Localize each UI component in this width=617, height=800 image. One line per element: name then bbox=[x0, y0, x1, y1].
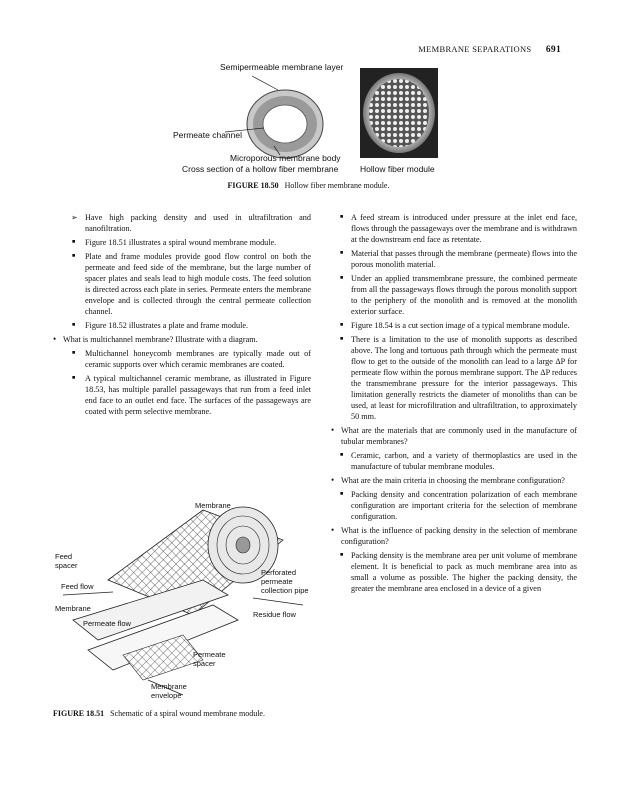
list-item: ■ A typical multichannel ceramic membrane, as illustrated in Figure 18.53, has multiple parallel passageways that run from a feed inlet end face to an outlet end face. The surfaces of the passageways are coated with perm selective membrane. bbox=[53, 373, 311, 417]
list-item: ■ Figure 18.51 illustrates a spiral wound membrane module. bbox=[53, 237, 311, 248]
list-item: ■ Packing density is the membrane area per unit volume of membrane element. It is beneficial to pack as much membrane area into as small a volume as possible. The higher the packing density, the greater the membrane area enclosed in a device of a given bbox=[331, 550, 577, 594]
caption-label: FIGURE 18.50 bbox=[227, 181, 279, 190]
running-header bbox=[418, 44, 561, 55]
label-cross-section: Cross section of a hollow fiber membrane bbox=[182, 164, 339, 174]
label-perforated-pipe: Perforated permeate collection pipe bbox=[261, 568, 309, 595]
list-item: ■ A feed stream is introduced under pressure at the inlet end face, flows through the passageways over the membrane and is withdrawn at the downstream end face as retentate. bbox=[331, 212, 577, 245]
caption-text: Hollow fiber membrane module. bbox=[284, 181, 390, 190]
page-number: 691 bbox=[545, 45, 561, 55]
left-column bbox=[53, 212, 311, 420]
figure-18-50 bbox=[170, 60, 460, 180]
list-item: ■ Ceramic, carbon, and a variety of thermoplastics are used in the manufacture of tubular membrane modules. bbox=[331, 450, 577, 472]
question-item: • What is multichannel membrane? Illustrate with a diagram. bbox=[53, 334, 311, 345]
list-item: ➢ Have high packing density and used in ultrafiltration and nanofiltration. bbox=[53, 212, 311, 234]
question-item: • What is the influence of packing density in the selection of membrane configuration? bbox=[331, 525, 577, 547]
list-item: ■ There is a limitation to the use of monolith supports as described above. The long and tortuous path through which the permeate must flow to get to the outside of the monolith can lead to a large ΔP for permeate flow within the porous membrane support. The ΔP reduces the transmembrane pressure for the interior passageways. This limitation generally restricts the diameter of monoliths than can be used, at least for microfiltration and ultrafiltration, to approximately 50 mm. bbox=[331, 334, 577, 422]
right-column bbox=[331, 212, 577, 597]
figure-18-51 bbox=[53, 500, 311, 707]
list-item: ■ Under an applied transmembrane pressure, the combined permeate from all the passageways flows through the porous monolith support to the periphery of the monolith and is removed at the monolith exterior surface. bbox=[331, 273, 577, 317]
figure-18-50-caption bbox=[0, 181, 617, 190]
list-item: ■ Figure 18.52 illustrates a plate and frame module. bbox=[53, 320, 311, 331]
label-microporous-body: Microporous membrane body bbox=[230, 153, 341, 163]
list-item: ■ Plate and frame modules provide good flow control on both the permeate and feed side of the membrane, but the large number of spacer plates and seals lead to high module costs. The feed solution is directed across each plate in series. Permeate enters the membrane envelope and is collected through the central permeate collection channel. bbox=[53, 251, 311, 317]
leader-line bbox=[252, 76, 278, 90]
running-title: MEMBRANE SEPARATIONS bbox=[418, 44, 532, 54]
question-item: • What are the main criteria in choosing the membrane configuration? bbox=[331, 475, 577, 486]
label-feed-flow: Feed flow bbox=[61, 582, 94, 591]
cross-section-ring bbox=[247, 90, 323, 158]
spiral-wound-illustration bbox=[53, 500, 311, 707]
label-permeate-channel: Permeate channel bbox=[173, 130, 242, 140]
label-residue-flow: Residue flow bbox=[253, 610, 296, 619]
list-item: ■ Material that passes through the membrane (permeate) flows into the porous monolith material. bbox=[331, 248, 577, 270]
list-item: ■ Multichannel honeycomb membranes are typically made out of ceramic supports over which ceramic membranes are coated. bbox=[53, 348, 311, 370]
caption-text: Schematic of a spiral wound membrane module. bbox=[110, 709, 265, 718]
label-permeate-flow: Permeate flow bbox=[83, 619, 131, 628]
hollow-fiber-module-photo bbox=[360, 68, 438, 158]
list-item: ■ Figure 18.54 is a cut section image of a typical membrane module. bbox=[331, 320, 577, 331]
question-item: • What are the materials that are commonly used in the manufacture of tubular membranes? bbox=[331, 425, 577, 447]
label-feed-spacer: Feed spacer bbox=[55, 552, 78, 570]
caption-label: FIGURE 18.51 bbox=[53, 709, 105, 718]
label-hollow-fiber-module: Hollow fiber module bbox=[360, 164, 435, 174]
label-membrane-top: Membrane bbox=[195, 501, 231, 510]
label-membrane-envelope: Membrane envelope bbox=[151, 682, 187, 700]
label-membrane-left: Membrane bbox=[55, 604, 91, 613]
figure-18-51-caption bbox=[53, 709, 265, 718]
label-semipermeable-layer: Semipermeable membrane layer bbox=[220, 62, 344, 72]
label-permeate-spacer: Permeate spacer bbox=[193, 650, 226, 668]
list-item: ■ Packing density and concentration polarization of each membrane configuration are important criteria for the selection of membrane configuration. bbox=[331, 489, 577, 522]
